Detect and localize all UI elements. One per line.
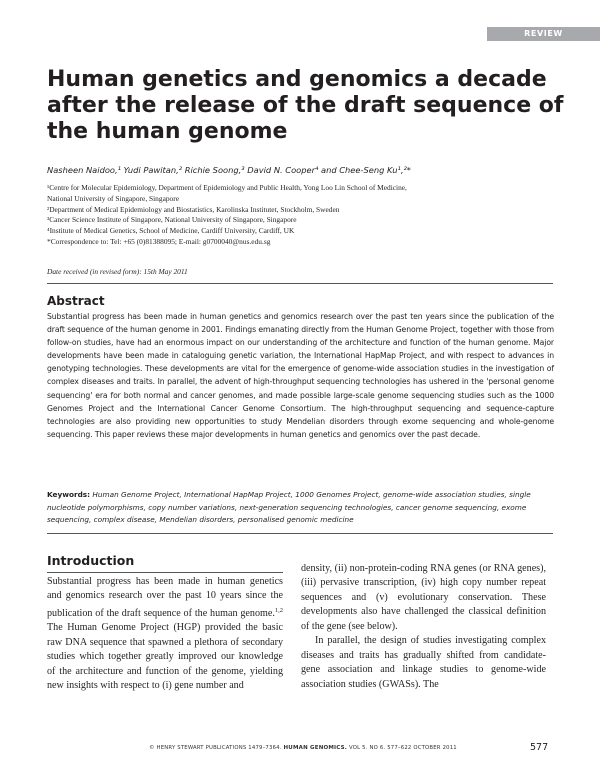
footer-publisher: © HENRY STEWART PUBLICATIONS 1479–7364. xyxy=(149,745,282,751)
citation-ref[interactable]: 1,2 xyxy=(274,606,283,614)
introduction-heading: Introduction xyxy=(47,553,135,568)
keywords-label: Keywords: xyxy=(47,490,91,499)
intro-right-column xyxy=(301,562,546,692)
divider xyxy=(47,533,553,534)
affiliation-line: National University of Singapore, Singapore xyxy=(47,193,179,203)
keywords-text: Human Genome Project, International HapMap Project, 1000 Genomes Project, genome-wide association studies, single nucleotide polymorphisms, copy number variations, next-generation sequencing technologies, cancer genome sequencing, exome sequencing, complex disease, Mendelian disorders, personalised genomic medicine xyxy=(47,490,531,525)
page-footer xyxy=(93,745,513,751)
abstract-text: Substantial progress has been made in human genetics and genomics research over the past ten years since the publication of the draft sequence of the human genome in 2001. Findings emanating directly from the Human Genome Project, together with those from follow-on studies, have had an enormous impact on our understanding of the architecture and function of the human genome. Major developments have been made in cataloguing genetic variation, the International HapMap Project, and with respect to advances in genotyping technologies. These developments are vital for the emergence of genome-wide association studies in the investigation of complex diseases and traits. In parallel, the advent of high-throughput sequencing technologies has ushered in the 'personal genome sequencing' era for both normal and cancer genomes, and made possible large-scale genome sequencing studies such as the 1000 Genomes Project and the International Cancer Genome Consortium. The high-throughput sequencing and sequence-capture technologies are also providing new opportunities to study Mendelian disorders through exome sequencing and whole-genome sequencing. This paper reviews these major developments in human genetics and genomics over the past decade. xyxy=(47,312,554,439)
page-number: 577 xyxy=(530,742,549,753)
correspondence-line: *Correspondence to: Tel: +65 (0)81388095; E-mail: g0700040@nus.edu.sg xyxy=(47,236,271,246)
intro-paragraph: density, (ii) non-protein-coding RNA genes (or RNA genes), (iii) pervasive transcription, (iv) high copy number repeat sequences and (v) evolutionary conservation. These developments also have challenged the classical definition of the gene (see below). xyxy=(301,563,546,632)
affiliation-line: ³Cancer Science Institute of Singapore, National University of Singapore, Singapore xyxy=(47,215,297,225)
abstract-heading: Abstract xyxy=(47,294,105,308)
keywords xyxy=(47,489,554,527)
footer-journal: HUMAN GENOMICS. xyxy=(283,745,348,751)
affiliation-line: ⁴Institute of Medical Genetics, School of Medicine, Cardiff University, Cardiff, UK xyxy=(47,226,295,236)
affiliation-line: ²Department of Medical Epidemiology and Biostatistics, Karolinska Institutet, Stockholm, Sweden xyxy=(47,204,340,214)
date-received: Date received (in revised form): 15th May 2011 xyxy=(47,267,188,276)
heading-rule xyxy=(47,572,283,573)
footer-issue: VOL 5. NO 6. 577–622 OCTOBER 2011 xyxy=(348,745,457,751)
affiliations xyxy=(47,183,587,248)
divider xyxy=(47,283,553,284)
affiliation-line: ¹Centre for Molecular Epidemiology, Department of Epidemiology and Public Health, Yong Loo Lin School of Medicine, xyxy=(47,183,407,192)
intro-left-column xyxy=(47,575,283,694)
section-label: REVIEW xyxy=(487,27,600,41)
author-list: Nasheen Naidoo,¹ Yudi Pawitan,² Richie Soong,³ David N. Cooper⁴ and Chee-Seng Ku¹,²* xyxy=(47,165,411,175)
intro-text: Substantial progress has been made in human genetics and genomics research over the past 10 years since the publication of the draft sequence of the human genome. xyxy=(47,576,283,619)
intro-text: The Human Genome Project (HGP) provided the basic raw DNA sequence that spawned a plethora of secondary studies which together greatly improved our knowledge of the architecture and function of the genome, yielding new insights with respect to (i) gene number and xyxy=(47,622,283,692)
intro-paragraph: In parallel, the design of studies investigating complex diseases and traits has gradually shifted from candidate-gene association and linkage studies to genome-wide association studies (GWASs). The xyxy=(301,635,546,690)
article-title: Human genetics and genomics a decade after the release of the draft sequence of the human genome xyxy=(47,67,564,144)
